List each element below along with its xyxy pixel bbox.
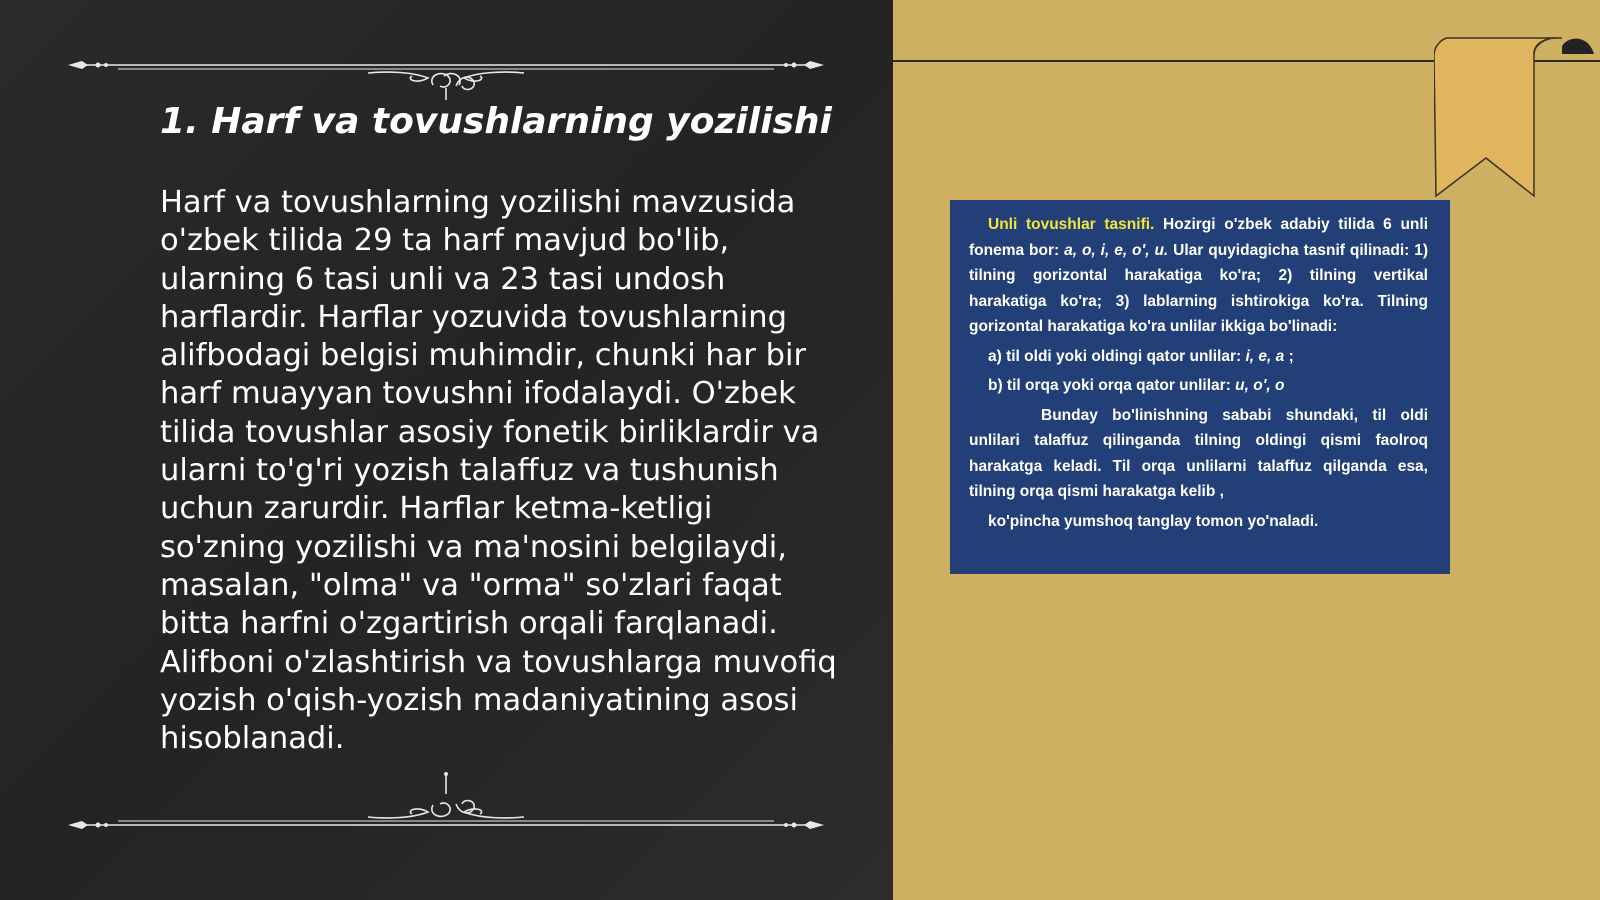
- bookmark-ribbon-icon: [1434, 34, 1600, 200]
- info-heading: Unli tovushlar tasnifi.: [988, 216, 1155, 233]
- info-paragraph-1: [969, 212, 1428, 340]
- info-item-b: [969, 373, 1428, 399]
- slide-title: 1. Harf va tovushlarning yozilishi: [160, 101, 832, 142]
- info-vowels-all: a, o, i, e, o', u.: [1064, 241, 1169, 259]
- slide-body: [160, 184, 840, 758]
- info-paragraph-3: ko'pincha yumshoq tanglay tomon yo'naladi.: [988, 512, 1319, 530]
- info-text-1b: Ular quyidagicha tasnif qilinadi: 1) tilning gorizontal harakatiga ko'ra; 2) tilning vertikal harakatiga ko'ra; 3) lablarning ishtirokiga ko'ra. Tilning gorizontal harakatiga ko'ra unlilar ikkiga bo'linadi:: [969, 241, 1428, 335]
- info-text-1a: Hozirgi o'zbek adabiy tilida 6 unli fonema bor:: [969, 216, 1429, 259]
- top-ornament-icon: [68, 40, 824, 100]
- info-paragraph-2: Bunday bo'linishning sababi shundaki, til oldi unlilari talaffuz qilinganda tilning oldingi qismi faolroq harakatga keladi. Til orqa unlilarni talaffuz qilganda esa, tilning orqa qismi harakatga kelib ,: [969, 406, 1428, 500]
- info-item-a-label: a) til oldi yoki oldingi qator unlilar:: [988, 347, 1246, 365]
- info-item-b-label: b) til orqa yoki orqa qator unlilar:: [988, 377, 1236, 394]
- info-item-b-vowels: u, o', o: [1235, 377, 1285, 394]
- bottom-ornament-icon: [68, 770, 824, 830]
- body-paragraph: Harf va tovushlarning yozilishi mavzusida o'zbek tilida 29 ta harf mavjud bo'lib, ularning 6 tasi unli va 23 tasi undosh harflardir. Harflar yozuvida tovushlarning alifbodagi belgisi muhimdir, chunki har bir harf muayyan tovushni ifodalaydi. O'zbek tilida tovushlar asosiy fonetik birliklardir va ularni to'g'ri yozish talaffuz va tushunish uchun zarurdir. Harflar ketma-ketligi so'zning yozilishi va ma'nosini belgilaydi, masalan, "olma" va "orma" so'zlari faqat bitta harfni o'zgartirish orqali farqlanadi. Alifboni o'zlashtirish va tovushlarga muvofiq yozish o'qish-yozish madaniyatining asosi hisoblanadi.: [160, 185, 837, 757]
- vowel-classification-box: [950, 200, 1450, 574]
- info-item-a-vowels: i, e, a: [1245, 347, 1285, 365]
- info-item-a: [969, 344, 1428, 370]
- info-item-a-end: ;: [1284, 347, 1294, 365]
